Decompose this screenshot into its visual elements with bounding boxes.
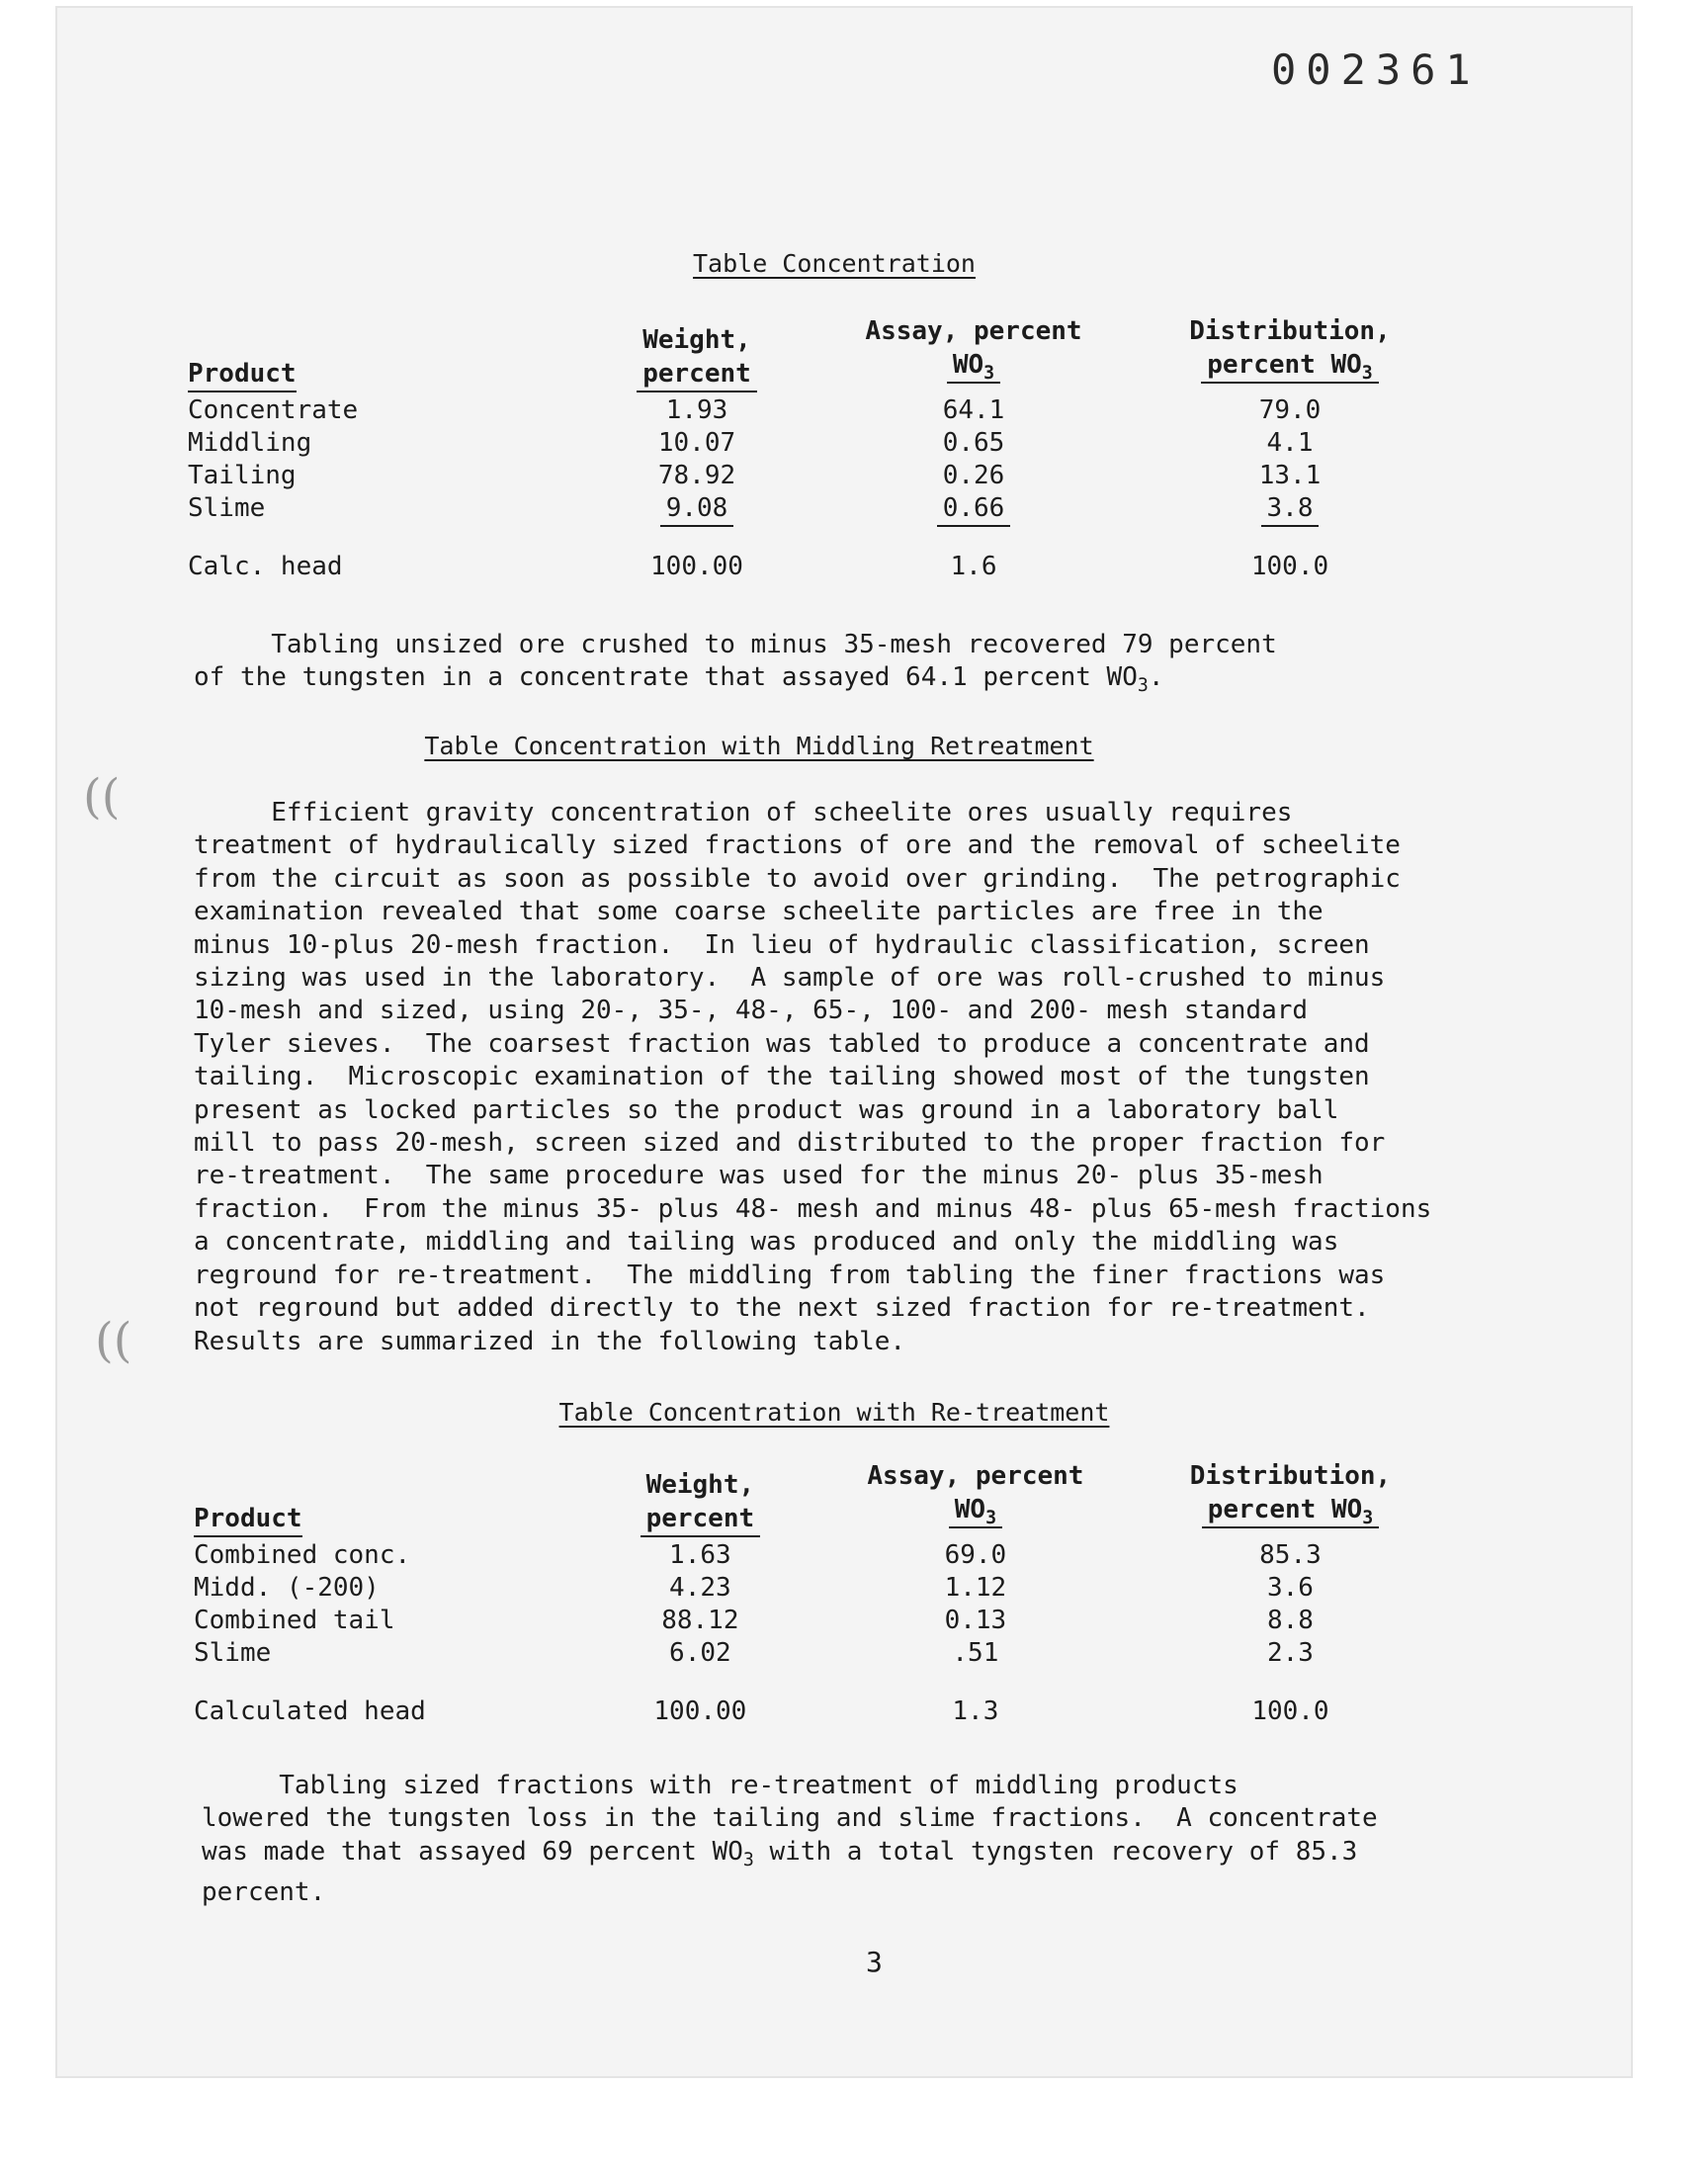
weight-cell: 1.63	[669, 1540, 731, 1571]
product-cell: Slime	[188, 493, 266, 524]
paragraph-1: Tabling unsized ore crushed to minus 35-mesh recovered 79 percent of the tungsten in a concentrate that assayed 64.1 percent $WO_3$.	[194, 630, 1277, 697]
weight-cell: 88.12	[661, 1606, 739, 1636]
table1-title: Table Concentration	[693, 249, 976, 278]
assay-cell: 69.0	[944, 1540, 1007, 1571]
header-product: Product	[188, 314, 583, 394]
weight-cell: 9.08	[583, 492, 811, 525]
table2	[194, 1459, 1443, 1728]
assay-cell: 0.26	[942, 461, 1005, 491]
section2-title: Table Concentration with Middling Retreatment	[424, 732, 1094, 760]
assay-cell: 1.6	[950, 552, 997, 582]
distribution-cell: 100.0	[1250, 552, 1329, 582]
assay-cell: 1.12	[944, 1573, 1007, 1604]
table-row	[194, 1539, 1443, 1572]
header-distribution: Distribution, percent $WO_3$	[1189, 316, 1391, 385]
table-total-row	[188, 551, 1443, 583]
product-cell: Calculated head	[194, 1696, 426, 1727]
distribution-cell: 13.1	[1258, 461, 1322, 491]
weight-cell: 4.23	[669, 1573, 731, 1604]
assay-cell: 0.65	[942, 428, 1005, 459]
header-product: Product	[194, 1459, 587, 1539]
weight-cell: 100.00	[650, 552, 743, 582]
product-cell: Middling	[188, 428, 312, 459]
weight-cell: 100.00	[653, 1696, 747, 1727]
paragraph-3: Tabling sized fractions with re-treatment of middling products lowered the tungsten loss in the tailing and slime fractions. A concentrate was made that assayed 69 percent $WO_3$ with a total tyngsten recovery of 85.3 percent.	[202, 1771, 1378, 1908]
weight-cell: 78.92	[657, 461, 736, 491]
header-weight: Weight, percent	[583, 314, 811, 394]
product-cell: Tailing	[188, 461, 297, 491]
product-cell: Midd. (-200)	[194, 1573, 380, 1604]
table-total-row	[194, 1696, 1443, 1728]
table-row	[188, 492, 1443, 525]
table-row	[194, 1572, 1443, 1605]
table2-title: Table Concentration with Re-treatment	[558, 1398, 1110, 1427]
table-row	[194, 1605, 1443, 1637]
table-row	[188, 427, 1443, 460]
assay-cell: 0.66	[811, 492, 1137, 525]
product-cell: Slime	[194, 1638, 272, 1669]
table2-header-row	[194, 1459, 1443, 1539]
distribution-cell: 8.8	[1266, 1606, 1314, 1636]
table-row	[194, 1637, 1443, 1670]
product-cell: Combined tail	[194, 1606, 395, 1636]
product-cell: Calc. head	[188, 552, 343, 582]
table-row	[188, 394, 1443, 427]
table-row	[188, 460, 1443, 492]
header-assay: Assay, percent $WO_3$	[867, 1461, 1084, 1529]
distribution-cell: 100.0	[1251, 1696, 1329, 1727]
table1	[188, 314, 1443, 583]
weight-cell: 1.93	[665, 395, 728, 426]
weight-cell: 10.07	[657, 428, 736, 459]
distribution-cell: 4.1	[1266, 428, 1314, 459]
punch-hole-mark: ((	[83, 769, 121, 825]
header-weight: Weight, percent	[587, 1459, 813, 1539]
punch-hole-mark: ((	[95, 1313, 132, 1368]
product-cell: Concentrate	[188, 395, 359, 426]
assay-cell: 64.1	[942, 395, 1005, 426]
page-number: 3	[866, 1946, 883, 1978]
distribution-cell: 2.3	[1266, 1638, 1314, 1669]
assay-cell: .51	[952, 1638, 999, 1669]
wo3-label: $WO_3$	[949, 1495, 1002, 1528]
product-cell: Combined conc.	[194, 1540, 411, 1571]
document-number: 002361	[1271, 45, 1481, 94]
paragraph-2: Efficient gravity concentration of scheelite ores usually requires treatment of hydraulically sized fractions of ore and the removal of scheelite from the circuit as soon as possible to avoid over grinding. The petrographic examination revealed that some coarse scheelite particles are free in the minus 10-plus 20-mesh fraction. In lieu of hydraulic classification, screen sizing was used in the laboratory. A sample of ore was roll-crushed to minus 10-mesh and sized, using 20-, 35-, 48-, 65-, 100- and 200- mesh standard Tyler sieves. The coarsest fraction was tabled to produce a concentrate and tailing. Microscopic examination of the tailing showed most of the tungsten present as locked particles so the product was ground in a laboratory ball mill to pass 20-mesh, screen sized and distributed to the proper fraction for re-treatment. The same procedure was used for the minus 20- plus 35-mesh fraction. From the minus 35- plus 48- mesh and minus 48- plus 65-mesh fractions a concentrate, middling and tailing was produced and only the middling was reground for re-treatment. The middling from tabling the finer fractions was not reground but added directly to the next sized fraction for re-treatment. Results are summarized in the following table.	[194, 798, 1432, 1356]
weight-cell: 6.02	[669, 1638, 731, 1669]
assay-cell: 1.3	[952, 1696, 999, 1727]
distribution-cell: 85.3	[1259, 1540, 1322, 1571]
distribution-cell: 3.8	[1137, 492, 1443, 525]
assay-cell: 0.13	[944, 1606, 1007, 1636]
distribution-cell: 79.0	[1258, 395, 1322, 426]
table1-header-row	[188, 314, 1443, 394]
distribution-cell: 3.6	[1266, 1573, 1314, 1604]
header-distribution: Distribution, percent $WO_3$	[1189, 1461, 1392, 1529]
wo3-label: $WO_3$	[947, 350, 1000, 384]
header-assay: Assay, percent $WO_3$	[865, 316, 1082, 385]
